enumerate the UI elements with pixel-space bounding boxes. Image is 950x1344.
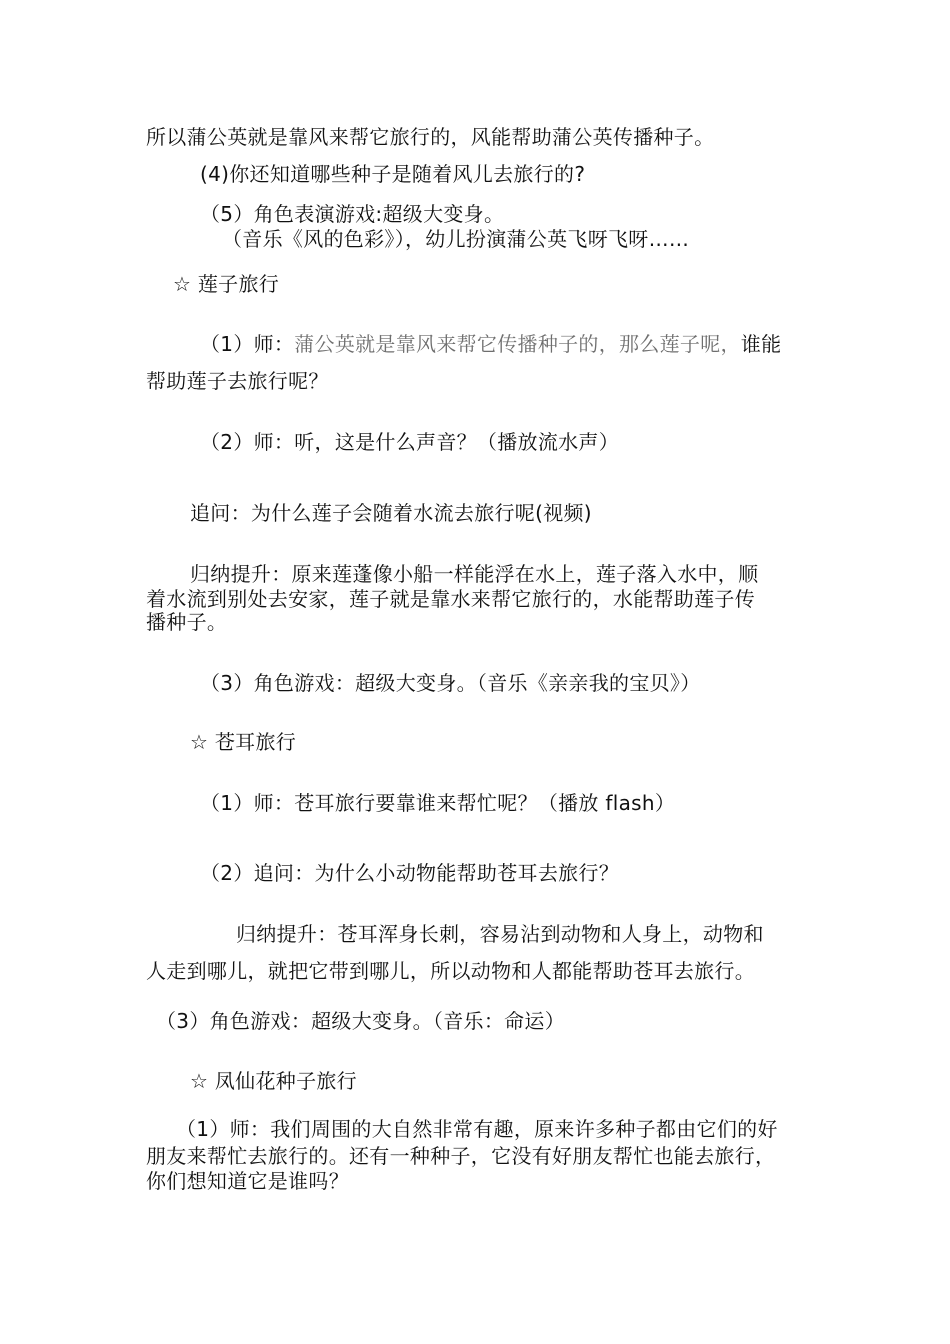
question-line: (4)你还知道哪些种子是随着风儿去旅行的?	[200, 162, 586, 186]
activity-line: （3）角色游戏：超级大变身。（音乐《亲亲我的宝贝》）	[200, 671, 701, 695]
music-note-line: （音乐《风的色彩》），幼儿扮演蒲公英飞呀飞呀……	[222, 227, 690, 251]
paragraph-line: 所以蒲公英就是靠风来帮它旅行的，风能帮助蒲公英传播种子。	[146, 125, 715, 149]
teacher-suffix: 谁能	[740, 332, 782, 356]
summary-line: 播种子。	[146, 610, 228, 634]
teacher-line: （1）师：苍耳旅行要靠谁来帮忙呢？（播放 flash）	[200, 791, 676, 815]
paragraph-line: 帮助莲子去旅行呢？	[146, 369, 329, 393]
section-heading-cocklebur: ☆ 苍耳旅行	[190, 730, 297, 754]
teacher-line	[200, 331, 781, 357]
teacher-prefix: （1）师：	[200, 332, 295, 356]
activity-line: （3）角色游戏：超级大变身。（音乐：命运）	[156, 1009, 566, 1033]
summary-line: 着水流到别处去安家，莲子就是靠水来帮它旅行的，水能帮助莲子传	[146, 587, 755, 611]
teacher-line: （2）师：听，这是什么声音？（播放流水声）	[200, 430, 620, 454]
summary-line: 人走到哪儿，就把它带到哪儿，所以动物和人都能帮助苍耳去旅行。	[146, 959, 755, 983]
follow-up-line: 追问：为什么莲子会随着水流去旅行呢(视频)	[190, 501, 592, 525]
gray-text: 蒲公英就是靠风来帮它传播种子的，那么莲子呢，	[294, 332, 741, 356]
activity-line: （5）角色表演游戏:超级大变身。	[200, 202, 505, 226]
paragraph-line: 朋友来帮忙去旅行的。还有一种种子，它没有好朋友帮忙也能去旅行，	[146, 1144, 776, 1168]
summary-line: 归纳提升：苍耳浑身长刺，容易沾到动物和人身上，动物和	[236, 922, 764, 946]
teacher-line: （1）师：我们周围的大自然非常有趣，原来许多种子都由它们的好	[176, 1117, 778, 1141]
paragraph-line: 你们想知道它是谁吗？	[146, 1169, 349, 1193]
section-heading-lotus-seed: ☆ 莲子旅行	[173, 272, 280, 296]
follow-up-line: （2）追问：为什么小动物能帮助苍耳去旅行？	[200, 861, 620, 885]
section-heading-balsam-seed: ☆ 凤仙花种子旅行	[190, 1069, 357, 1093]
summary-line: 归纳提升：原来莲蓬像小船一样能浮在水上，莲子落入水中，顺	[190, 562, 759, 586]
